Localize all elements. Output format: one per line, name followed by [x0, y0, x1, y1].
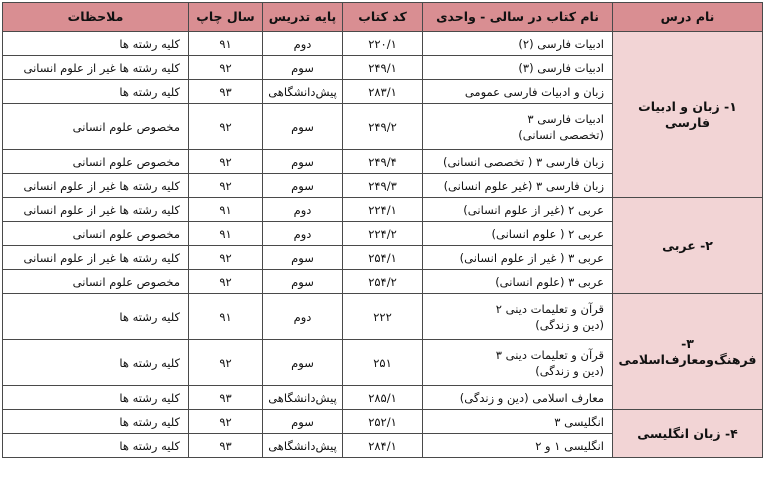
code-cell: ۲۴۹/۱: [343, 56, 423, 80]
notes-cell: کلیه رشته ها: [3, 294, 189, 340]
book-cell: [423, 104, 613, 150]
year-cell: ۹۳: [189, 434, 263, 458]
book-cell: [423, 80, 613, 104]
book-title-line: معارف اسلامی (دین و زندگی): [459, 390, 604, 405]
book-title-line: ادبیات فارسی ۳: [527, 111, 604, 126]
book-title-line: (دین و زندگی): [535, 317, 604, 332]
book-title-line: انگلیسی ۳: [554, 414, 604, 429]
notes-cell: کلیه رشته ها: [3, 32, 189, 56]
grade-cell: سوم: [263, 410, 343, 434]
book-title-line: ادبیات فارسی (۳): [518, 60, 604, 75]
book-cell: [423, 222, 613, 246]
table-row: [3, 32, 763, 56]
table-row: [3, 294, 763, 340]
grade-cell: سوم: [263, 104, 343, 150]
grade-cell: دوم: [263, 294, 343, 340]
year-cell: ۹۱: [189, 198, 263, 222]
notes-cell: مخصوص علوم انسانی: [3, 222, 189, 246]
year-cell: ۹۱: [189, 32, 263, 56]
book-title-line: عربی ۲ (غیر از علوم انسانی): [463, 202, 604, 217]
year-cell: ۹۲: [189, 56, 263, 80]
book-cell: [423, 386, 613, 410]
notes-cell: کلیه رشته ها: [3, 410, 189, 434]
code-cell: ۲۵۴/۱: [343, 246, 423, 270]
code-cell: ۲۵۱: [343, 340, 423, 386]
grade-cell: سوم: [263, 56, 343, 80]
year-cell: ۹۱: [189, 294, 263, 340]
subject-cell: ۳-فرهنگ‌ومعارف‌اسلامی: [613, 294, 763, 410]
curriculum-table: [2, 2, 763, 458]
year-cell: ۹۲: [189, 246, 263, 270]
grade-cell: سوم: [263, 340, 343, 386]
book-cell: [423, 150, 613, 174]
book-cell: [423, 198, 613, 222]
code-cell: ۲۲۴/۲: [343, 222, 423, 246]
book-title-line: عربی ۲ ( علوم انسانی): [491, 226, 604, 241]
notes-cell: کلیه رشته ها غیر از علوم انسانی: [3, 198, 189, 222]
book-title-line: زبان فارسی ۳ ( تخصصی انسانی): [442, 154, 604, 169]
grade-cell: سوم: [263, 270, 343, 294]
year-cell: ۹۲: [189, 150, 263, 174]
book-title-line: زبان فارسی ۳ (غیر علوم انسانی): [443, 178, 604, 193]
grade-cell: دوم: [263, 222, 343, 246]
grade-cell: پیش‌دانشگاهی: [263, 434, 343, 458]
grade-cell: دوم: [263, 198, 343, 222]
book-cell: [423, 246, 613, 270]
code-cell: ۲۵۴/۲: [343, 270, 423, 294]
year-cell: ۹۲: [189, 410, 263, 434]
year-cell: ۹۲: [189, 104, 263, 150]
year-cell: ۹۲: [189, 174, 263, 198]
grade-cell: سوم: [263, 174, 343, 198]
code-cell: ۲۲۴/۱: [343, 198, 423, 222]
book-cell: [423, 56, 613, 80]
grade-cell: پیش‌دانشگاهی: [263, 80, 343, 104]
book-title-line: (تخصصی انسانی): [518, 127, 604, 142]
code-cell: ۲۸۳/۱: [343, 80, 423, 104]
table-body: [3, 32, 763, 458]
notes-cell: کلیه رشته ها غیر از علوم انسانی: [3, 246, 189, 270]
subject-cell: ۱- زبان و ادبیات فارسی: [613, 32, 763, 198]
header-year: سال چاپ: [189, 3, 263, 32]
grade-cell: پیش‌دانشگاهی: [263, 386, 343, 410]
notes-cell: کلیه رشته ها: [3, 80, 189, 104]
year-cell: ۹۲: [189, 340, 263, 386]
notes-cell: کلیه رشته ها: [3, 434, 189, 458]
book-title-line: قرآن و تعلیمات دینی ۳: [495, 347, 604, 362]
code-cell: ۲۴۹/۲: [343, 104, 423, 150]
book-cell: [423, 294, 613, 340]
code-cell: ۲۲۲: [343, 294, 423, 340]
year-cell: ۹۲: [189, 270, 263, 294]
grade-cell: سوم: [263, 150, 343, 174]
notes-cell: کلیه رشته ها: [3, 340, 189, 386]
subject-cell: ۴- زبان انگلیسی: [613, 410, 763, 458]
code-cell: ۲۸۵/۱: [343, 386, 423, 410]
year-cell: ۹۱: [189, 222, 263, 246]
book-cell: [423, 174, 613, 198]
book-title-line: ادبیات فارسی (۲): [518, 36, 604, 51]
notes-cell: کلیه رشته ها غیر از علوم انسانی: [3, 174, 189, 198]
header-book: نام کتاب در سالی - واحدی: [423, 3, 613, 32]
notes-cell: مخصوص علوم انسانی: [3, 270, 189, 294]
year-cell: ۹۳: [189, 80, 263, 104]
header-notes: ملاحظات: [3, 3, 189, 32]
year-cell: ۹۳: [189, 386, 263, 410]
grade-cell: دوم: [263, 32, 343, 56]
grade-cell: سوم: [263, 246, 343, 270]
book-title-line: (دین و زندگی): [535, 363, 604, 378]
header-row: [3, 3, 763, 32]
book-cell: [423, 340, 613, 386]
code-cell: ۲۴۹/۴: [343, 150, 423, 174]
code-cell: ۲۲۰/۱: [343, 32, 423, 56]
book-cell: [423, 32, 613, 56]
notes-cell: مخصوص علوم انسانی: [3, 104, 189, 150]
book-cell: [423, 434, 613, 458]
book-title-line: زبان و ادبیات فارسی عمومی: [464, 84, 604, 99]
table-row: [3, 198, 763, 222]
header-grade: پایه تدریس: [263, 3, 343, 32]
book-title-line: عربی ۳ ( غیر از علوم انسانی): [459, 250, 604, 265]
subject-cell: ۲- عربی: [613, 198, 763, 294]
notes-cell: کلیه رشته ها: [3, 386, 189, 410]
book-title-line: انگلیسی ۱ و ۲: [535, 438, 604, 453]
code-cell: ۲۸۴/۱: [343, 434, 423, 458]
book-cell: [423, 410, 613, 434]
code-cell: ۲۵۲/۱: [343, 410, 423, 434]
book-title-line: عربی ۳ (علوم انسانی): [495, 274, 604, 289]
header-subject: نام درس: [613, 3, 763, 32]
header-code: کد کتاب: [343, 3, 423, 32]
book-title-line: قرآن و تعلیمات دینی ۲: [495, 301, 604, 316]
notes-cell: کلیه رشته ها غیر از علوم انسانی: [3, 56, 189, 80]
code-cell: ۲۴۹/۳: [343, 174, 423, 198]
table-row: [3, 410, 763, 434]
book-cell: [423, 270, 613, 294]
notes-cell: مخصوص علوم انسانی: [3, 150, 189, 174]
